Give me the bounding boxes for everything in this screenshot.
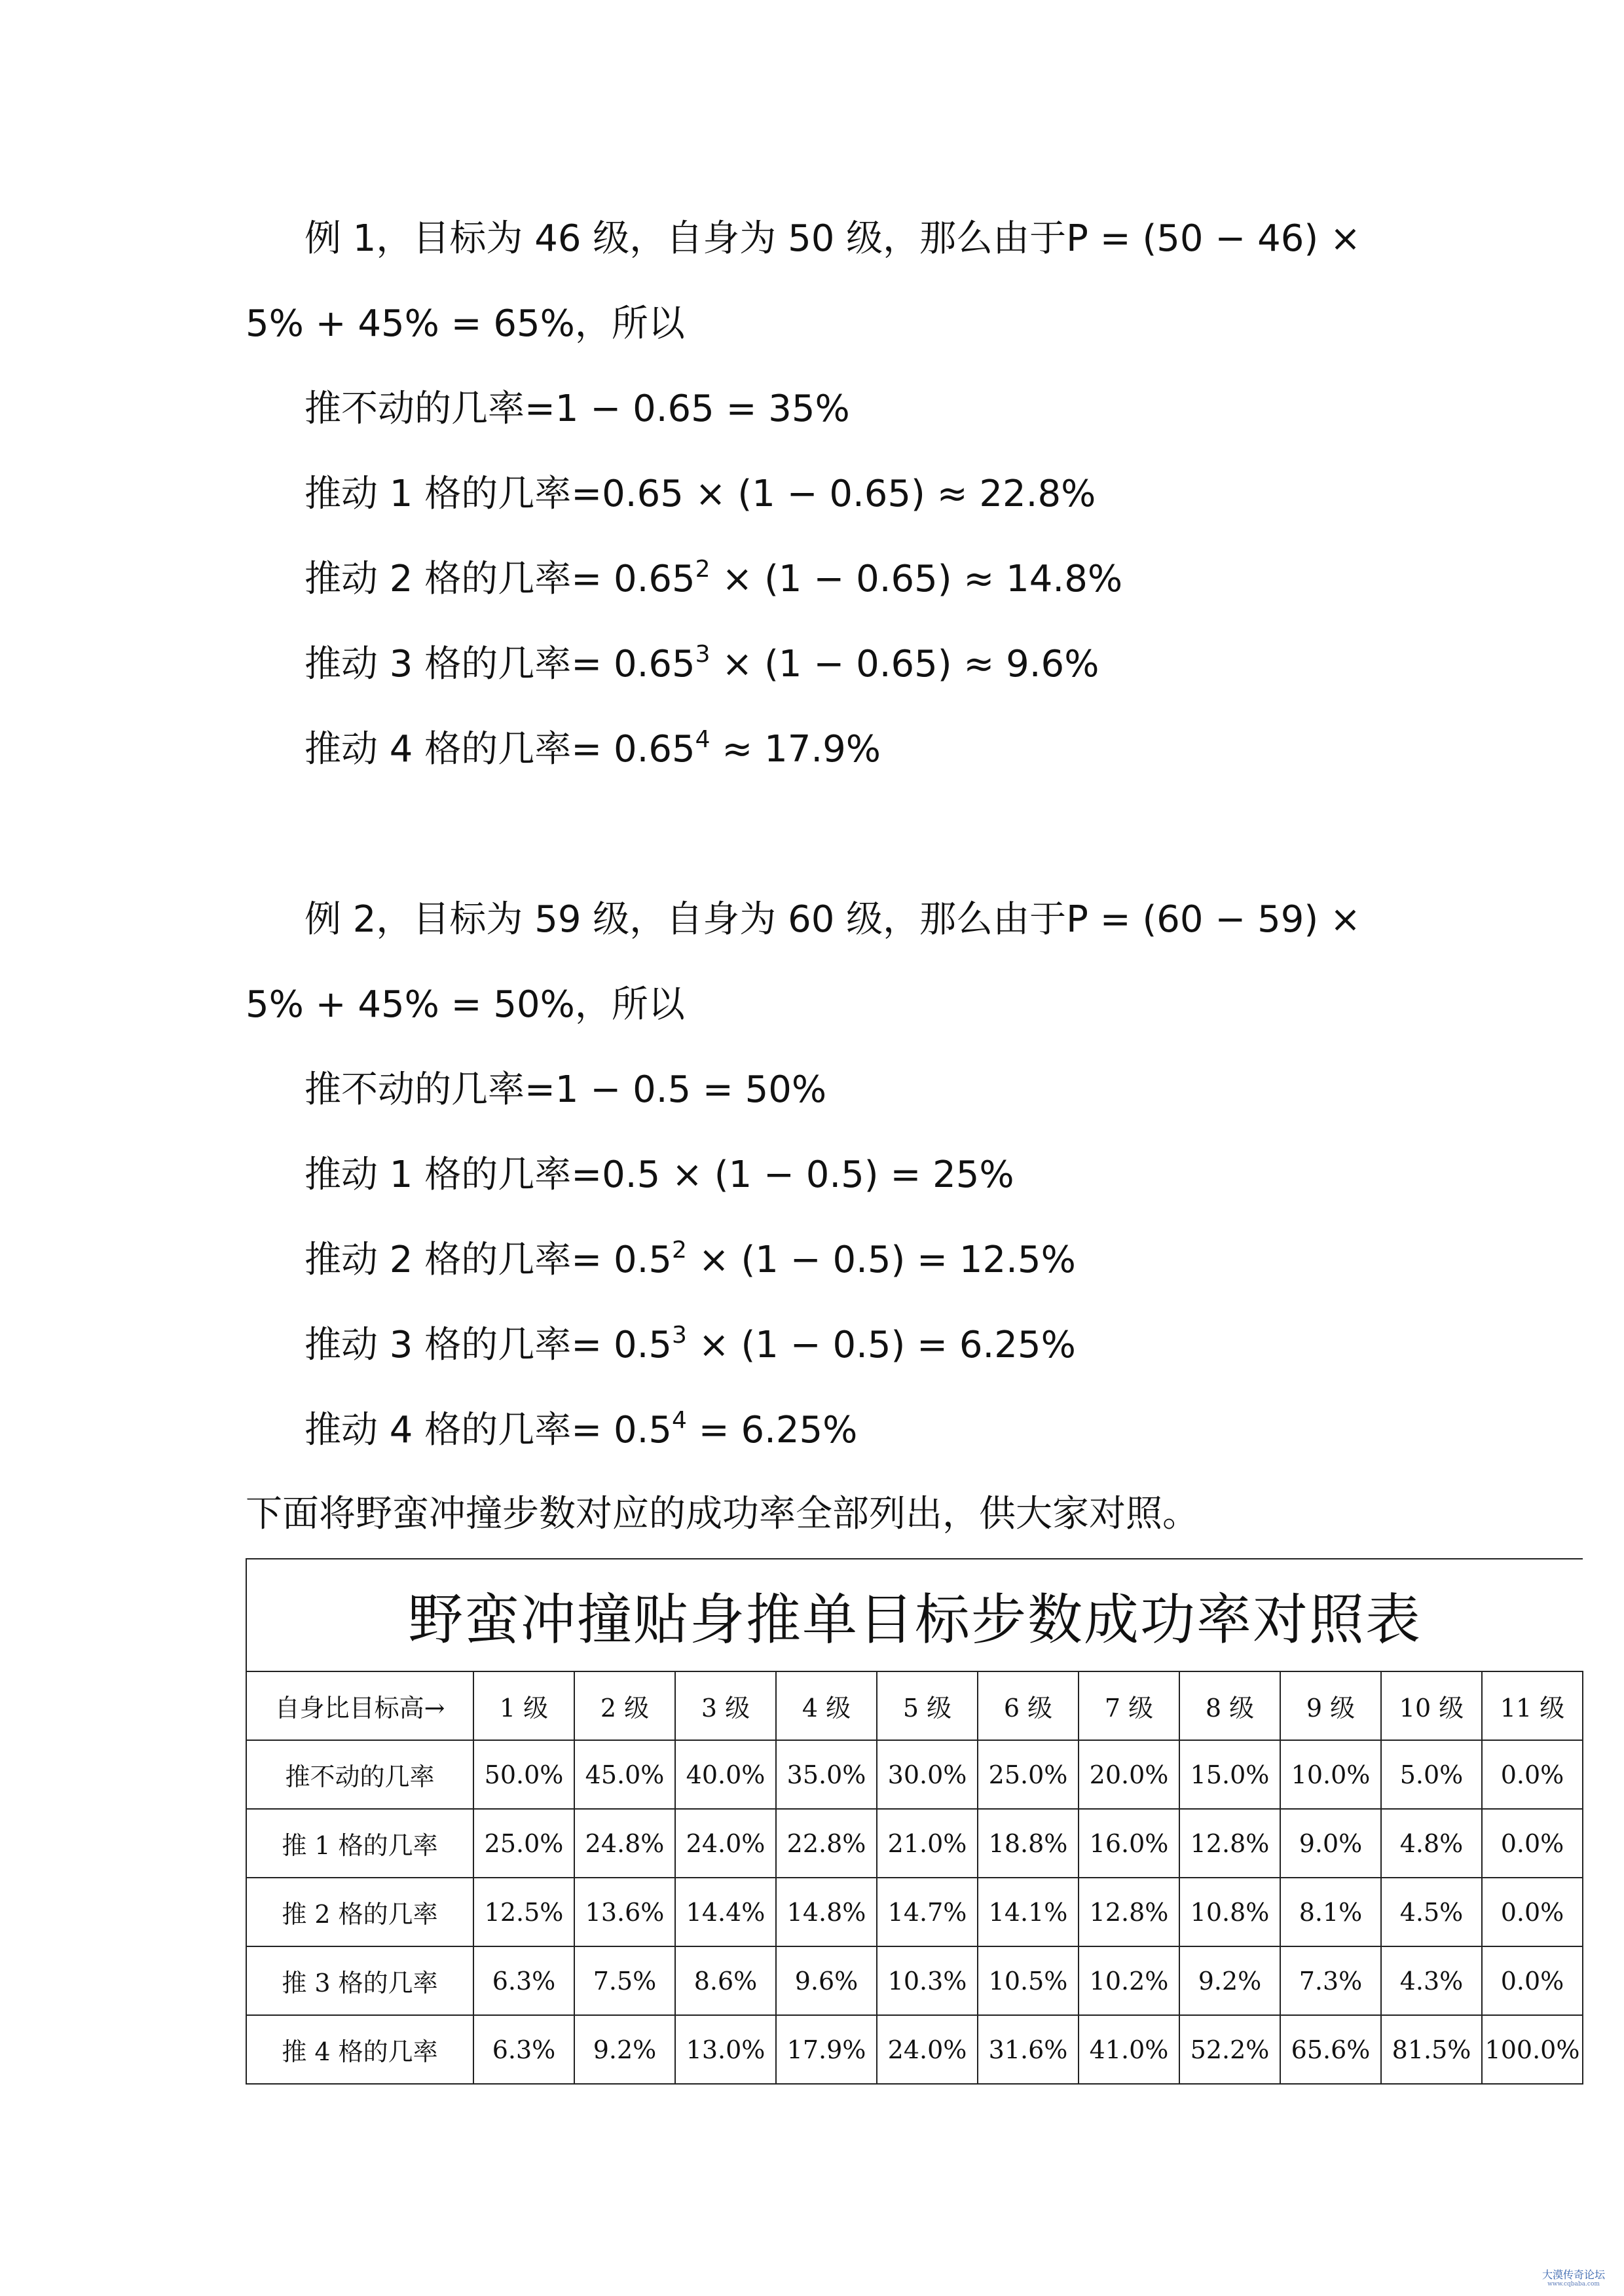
table-row (246, 1740, 1583, 1809)
example2-row-3: 推动 3 格的几率= $0.5^3 \times (1 - 0.5) = 6.25\%$ (304, 1322, 1076, 1366)
table-cell: 0.0% (1482, 1878, 1583, 1946)
table-cell: 0.0% (1482, 1946, 1583, 2015)
table-cell: 8.6% (675, 1946, 776, 2015)
table-cell: 18.8% (978, 1809, 1079, 1878)
table-cell: 24.8% (574, 1809, 675, 1878)
table-cell: 20.0% (1079, 1740, 1179, 1809)
row-label: 推 3 格的几率 (246, 1946, 473, 2015)
table-cell: 10.0% (1280, 1740, 1381, 1809)
level-header: 11 级 (1482, 1671, 1583, 1740)
table-cell: 24.0% (877, 2015, 978, 2084)
table-cell: 65.6% (1280, 2015, 1381, 2084)
table-cell: 7.5% (574, 1946, 675, 2015)
example1-line2: 5% + 45% = 65%，所以 (246, 302, 685, 345)
table-row (246, 1878, 1583, 1946)
level-header: 2 级 (574, 1671, 675, 1740)
table-cell: 0.0% (1482, 1809, 1583, 1878)
level-header: 10 级 (1381, 1671, 1482, 1740)
example1-row-4: 推动 4 格的几率= $0.65^4 \approx 17.9\%$ (304, 726, 881, 771)
table-cell: 25.0% (978, 1740, 1079, 1809)
example1-row-0: 推不动的几率=1 − 0.65 = 35% (304, 388, 850, 430)
table-cell: 30.0% (877, 1740, 978, 1809)
table-cell: 0.0% (1482, 1740, 1583, 1809)
table-cell: 35.0% (776, 1740, 877, 1809)
table-row (246, 1946, 1583, 2015)
level-header: 3 级 (675, 1671, 776, 1740)
table-cell: 12.5% (473, 1878, 574, 1946)
row-label: 推 4 格的几率 (246, 2015, 473, 2084)
table-cell: 10.5% (978, 1946, 1079, 2015)
table-cell: 10.2% (1079, 1946, 1179, 2015)
table-cell: 31.6% (978, 2015, 1079, 2084)
example2-row-1: 推动 1 格的几率=0.5 × (1 − 0.5) = 25% (304, 1154, 1014, 1196)
table-cell: 9.0% (1280, 1809, 1381, 1878)
table-cell: 22.8% (776, 1809, 877, 1878)
level-header: 8 级 (1179, 1671, 1280, 1740)
table-cell: 50.0% (473, 1740, 574, 1809)
table-cell: 14.7% (877, 1878, 978, 1946)
row-label: 推 1 格的几率 (246, 1809, 473, 1878)
table-cell: 13.6% (574, 1878, 675, 1946)
table-intro: 下面将野蛮冲撞步数对应的成功率全部列出，供大家对照。 (246, 1493, 1199, 1535)
table-cell: 4.5% (1381, 1878, 1482, 1946)
table-cell: 9.6% (776, 1946, 877, 2015)
table-cell: 41.0% (1079, 2015, 1179, 2084)
example2-row-2: 推动 2 格的几率= $0.5^2 \times (1 - 0.5) = 12.5\%$ (304, 1237, 1076, 1281)
example2-row-0: 推不动的几率=1 − 0.5 = 50% (304, 1068, 827, 1111)
watermark-logo: 大漠传奇论坛 www.cqbaba.com (1542, 2269, 1606, 2287)
table-cell: 21.0% (877, 1809, 978, 1878)
table-cell: 10.8% (1179, 1878, 1280, 1946)
success-rate-table (246, 1558, 1583, 2085)
example1-line1: 例 1，目标为 46 级，自身为 50 级，那么由于P = (50 − 46) × (304, 217, 1361, 260)
table-row (246, 2015, 1583, 2084)
level-header: 6 级 (978, 1671, 1079, 1740)
table-cell: 100.0% (1482, 2015, 1583, 2084)
table-cell: 6.3% (473, 1946, 574, 2015)
table-cell: 16.0% (1079, 1809, 1179, 1878)
row-label: 推不动的几率 (246, 1740, 473, 1809)
example2-line2: 5% + 45% = 50%，所以 (246, 983, 685, 1026)
table-cell: 5.0% (1381, 1740, 1482, 1809)
table-cell: 12.8% (1179, 1809, 1280, 1878)
example1-row-1: 推动 1 格的几率=0.65 × (1 − 0.65) ≈ 22.8% (304, 473, 1096, 515)
example2-line1: 例 2，目标为 59 级，自身为 60 级，那么由于P = (60 − 59) × (304, 898, 1361, 941)
level-header: 7 级 (1079, 1671, 1179, 1740)
table-cell: 8.1% (1280, 1878, 1381, 1946)
table-cell: 10.3% (877, 1946, 978, 2015)
table-cell: 40.0% (675, 1740, 776, 1809)
table-cell: 13.0% (675, 2015, 776, 2084)
table-cell: 14.1% (978, 1878, 1079, 1946)
table-cell: 4.3% (1381, 1946, 1482, 2015)
table-cell: 4.8% (1381, 1809, 1482, 1878)
header-label: 自身比目标高→ (246, 1671, 473, 1740)
table-cell: 12.8% (1079, 1878, 1179, 1946)
table-cell: 52.2% (1179, 2015, 1280, 2084)
table-row (246, 1809, 1583, 1878)
table-cell: 24.0% (675, 1809, 776, 1878)
level-header: 4 级 (776, 1671, 877, 1740)
table-cell: 17.9% (776, 2015, 877, 2084)
table-cell: 15.0% (1179, 1740, 1280, 1809)
table-header-row (246, 1671, 1583, 1740)
table-cell: 6.3% (473, 2015, 574, 2084)
example1-row-2: 推动 2 格的几率= $0.65^2 \times (1 - 0.65) \approx 14.8\%$ (304, 556, 1123, 600)
table-cell: 14.4% (675, 1878, 776, 1946)
level-header: 9 级 (1280, 1671, 1381, 1740)
row-label: 推 2 格的几率 (246, 1878, 473, 1946)
table-cell: 7.3% (1280, 1946, 1381, 2015)
table-cell: 25.0% (473, 1809, 574, 1878)
table-cell: 9.2% (574, 2015, 675, 2084)
example1-row-3: 推动 3 格的几率= $0.65^3 \times (1 - 0.65) \approx 9.6\%$ (304, 641, 1099, 685)
table-title: 野蛮冲撞贴身推单目标步数成功率对照表 (246, 1559, 1583, 1671)
table-cell: 45.0% (574, 1740, 675, 1809)
level-header: 1 级 (473, 1671, 574, 1740)
table-cell: 9.2% (1179, 1946, 1280, 2015)
table-cell: 14.8% (776, 1878, 877, 1946)
example2-row-4: 推动 4 格的几率= $0.5^4 = 6.25\%$ (304, 1407, 858, 1451)
level-header: 5 级 (877, 1671, 978, 1740)
table-cell: 81.5% (1381, 2015, 1482, 2084)
